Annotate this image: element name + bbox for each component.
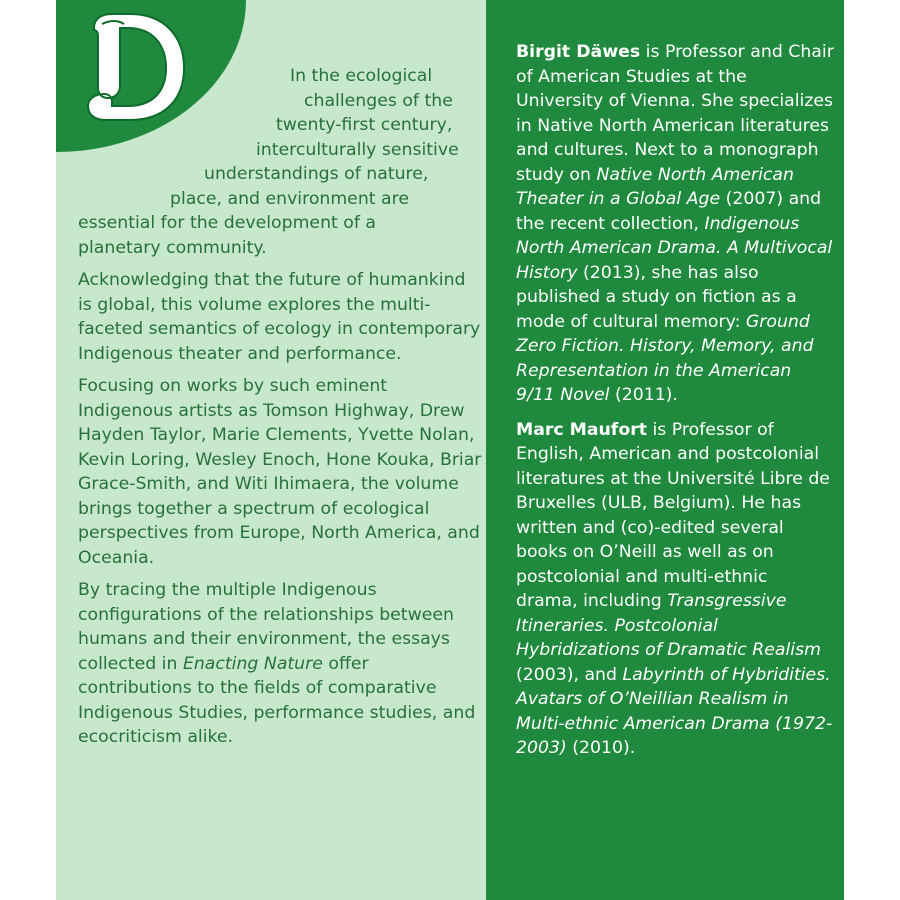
intro-line: In the ecological (290, 66, 433, 86)
intro-line: place, and environment are (170, 188, 409, 209)
bio-text: (2010). (566, 738, 636, 758)
blurb-intro (78, 64, 484, 260)
book-title: Transgressive Itineraries. Postcolonial Hybridizations of Dramatic Realism (516, 591, 821, 660)
blurb-text (78, 64, 484, 758)
book-title: Indigenous North American Drama. A Multivocal History (516, 213, 833, 283)
intro-line: interculturally sensitive (256, 139, 459, 160)
bio-text: (2003), and (516, 664, 623, 685)
bio-text: is Professor and Chair of American Studies at the University of Vienna. She specializes in Native North American literatures and cultures. Next to a monograph study on (516, 42, 834, 185)
author-name: Marc Maufort (516, 419, 647, 440)
bio-text: (2013), she has also published a study on fiction as a mode of cultural memory: (516, 262, 797, 332)
bio-text: is Professor of English, American and postcolonial literatures at the Université Libre de Bruxelles (ULB, Belgium). He has written and (co)-edited several books on O’Neill as well as on postcolonial and multi-ethnic drama, including (516, 419, 830, 611)
blurb-paragraph-3: Focusing on works by such eminent Indigenous artists as Tomson Highway, Drew Hayden Taylor, Marie Clements, Yvette Nolan, Kevin Loring, Wesley Enoch, Hone Kouka, Briar Grace-Smith, and Witi Ihimaera, the volume brings together a spectrum of ecological perspectives from Europe, North America, and Oceania. (78, 376, 482, 568)
p4-text-b: offer contributions to the fields of comparative Indigenous Studies, performance studies, and ecocriticism alike. (78, 653, 476, 747)
back-cover (56, 0, 844, 900)
author-name: Birgit Däwes (516, 42, 641, 62)
author-bios (516, 40, 834, 771)
blurb-paragraph-4 (78, 578, 484, 750)
bio-maufort (516, 418, 834, 761)
book-title: Enacting Nature (182, 653, 323, 674)
book-title: Ground Zero Fiction. History, Memory, and Representation in the American 9/11 Novel (516, 311, 814, 405)
bio-dawes (516, 40, 834, 408)
p4-text-a: By tracing the multiple Indigenous configurations of the relationships between humans and their environment, the essays collected in (78, 580, 454, 674)
blurb-panel (56, 0, 486, 900)
intro-line: understandings of nature, (204, 164, 429, 184)
intro-line: twenty-first century, (276, 115, 453, 135)
book-title: Labyrinth of Hybridities. Avatars of O’Neillian Realism in Multi-ethnic American Drama (1972-2003) (516, 664, 833, 758)
bio-text: (2011). (609, 385, 678, 405)
blurb-paragraph-2: Acknowledging that the future of humankind is global, this volume explores the multi-faceted semantics of ecology in contemporary Indigenous theater and performance. (78, 270, 481, 364)
bio-text: (2007) and the recent collection, (516, 189, 822, 234)
book-title: Native North American Theater in a Global Age (516, 164, 794, 209)
intro-line: planetary community. (78, 237, 267, 258)
intro-line: essential for the development of a (78, 213, 377, 233)
intro-line: challenges of the (304, 90, 453, 111)
